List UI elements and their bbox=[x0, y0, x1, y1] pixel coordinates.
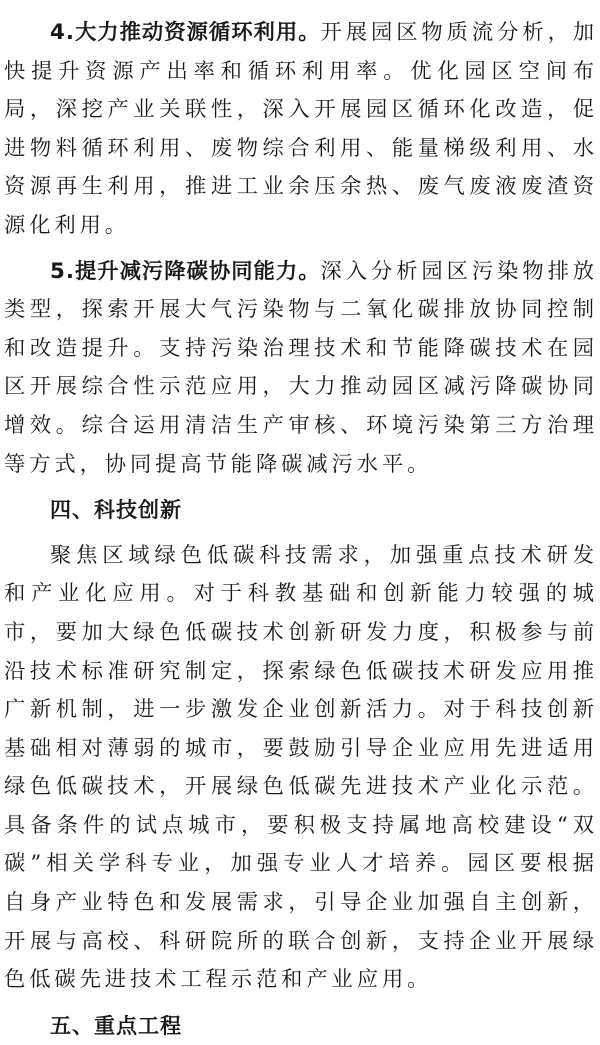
paragraph-tech-innovation: 聚焦区域绿色低碳科技需求，加强重点技术研发和产业化应用。对于科教基础和创新能力较强的城市，要加大绿色低碳技术创新研发力度，积极参与前沿技术标准研究制定，探索绿色低碳技术研发应用推广新机制，进一步激发企业创新活力。对于科技创新基础相对薄弱的城市，要鼓励引导企业应用先进适用绿色低碳技术，开展绿色低碳先进技术产业化示范。具备条件的试点城市，要积极支持属地高校建设“双碳”相关学科专业，加强专业人才培养。园区要根据自身产业特色和发展需求，引导企业加强自主创新，开展与高校、科研院所的联合创新，支持企业开展绿色低碳先进技术工程示范和产业应用。 bbox=[4, 542, 598, 993]
paragraph-pollution-carbon-synergy bbox=[4, 253, 598, 485]
paragraph-body: 深入分析园区污染物排放类型，探索开展大气污染物与二氧化碳排放协同控制和改造提升。支持污染治理技术和节能降碳技术在园区开展综合性示范应用，大力推动园区减污降碳协同增效。综合运用清洁生产审核、环境污染第三方治理等方式，协同提高节能降碳减污水平。 bbox=[4, 258, 598, 477]
document-page bbox=[4, 14, 598, 1045]
section-heading-key-projects: 五、重点工程 bbox=[50, 1013, 182, 1038]
paragraph-body: 开展园区物质流分析，加快提升资源产出率和循环利用率。优化园区空间布局，深挖产业关联性，深入开展园区循环化改造，促进物料循环利用、废物综合利用、能量梯级利用、水资源再生利用，推进工业余压余热、废气废液废渣资源化利用。 bbox=[4, 20, 598, 238]
section-heading-tech-innovation: 四、科技创新 bbox=[50, 498, 182, 523]
paragraph-resource-recycling bbox=[4, 14, 598, 246]
paragraph-lead: 5.提升减污降碳协同能力。 bbox=[50, 258, 321, 284]
paragraph-lead: 4.大力推动资源循环利用。 bbox=[50, 20, 321, 45]
